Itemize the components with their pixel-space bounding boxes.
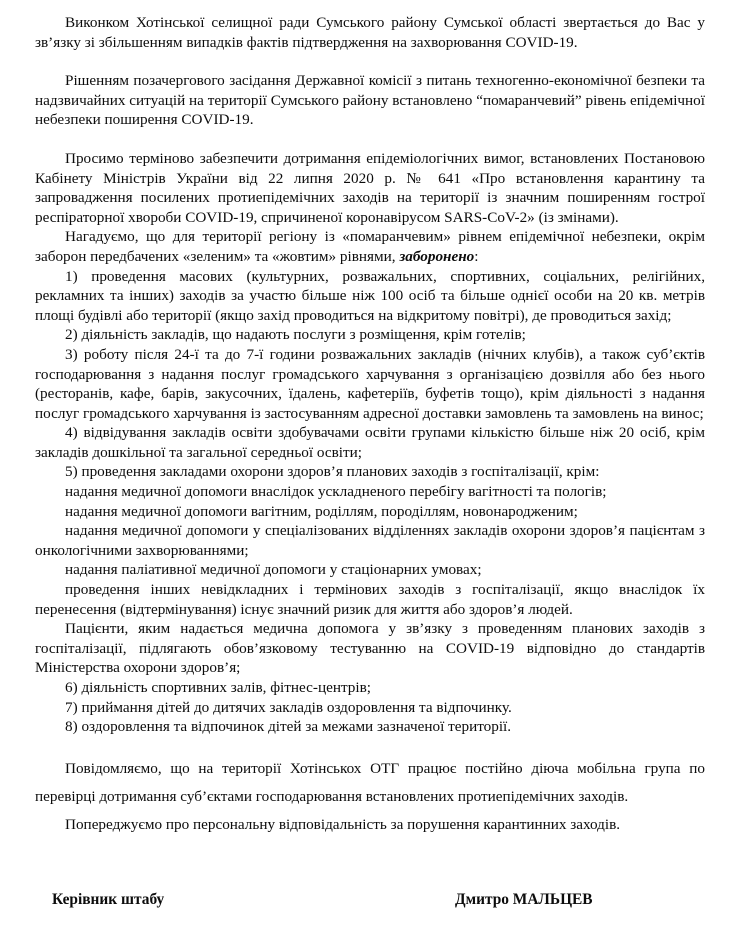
paragraph-warning: Попереджуємо про персональну відповідальність за порушення карантинних заходів. xyxy=(65,815,621,833)
list-item-2: 2) діяльність закладів, що надають послуги з розміщення, крім готелів; xyxy=(65,326,526,344)
list-item-5: 5) проведення закладами охорони здоров’я планових заходів з госпіталізації, крім: xyxy=(65,463,600,481)
list-item-5-sub-d: надання паліативної медичної допомоги у стаціонарних умовах; xyxy=(65,561,482,579)
list-item-5-sub-a: надання медичної допомоги внаслідок ускладненого перебігу вагітності та пологів; xyxy=(65,483,607,501)
list-item-3: 3) роботу після 24-ї та до 7-ї години розважальних закладів (нічних клубів), а також суб’єктів господарювання з надання послуг громадського харчування з організацією дозвілля або без нього (ресторанів, кафе, барів, закусочних, їдалень, кафетеріїв, буфетів тощо), крім діяльності з надання послуг громадського харчування із застосуванням адресної доставки замовлень та замовлень на винос; xyxy=(35,345,705,422)
prohibition-emphasis: заборонено xyxy=(399,247,475,265)
list-item-8: 8) оздоровлення та відпочинок дітей за межами зазначеної території. xyxy=(65,718,512,736)
list-item-5-sub-c: надання медичної допомоги у спеціалізованих відділеннях закладів охорони здоров’я пацієнтам з онкологічними захворюваннями; xyxy=(35,522,705,559)
list-item-1: 1) проведення масових (культурних, розважальних, спортивних, соціальних, релігійних, рекламних та інших) заходів за участю більше ніж 100 осіб та більше однієї особи на 20 кв. метрів площі будівлі або території (якщо захід проводиться на відкритому повітрі), де проводиться захід; xyxy=(35,267,705,324)
list-item-5-sub-e: проведення інших невідкладних і термінових заходів з госпіталізації, якщо внаслідок їх перенесення (відтермінування) існує значний ризик для життя або здоров’я людей. xyxy=(35,581,705,618)
document-body xyxy=(35,13,705,839)
signature-name: Дмитро МАЛЬЦЕВ xyxy=(455,891,593,908)
list-item-6: 6) діяльність спортивних залів, фітнес-центрів; xyxy=(65,679,371,696)
signature-block xyxy=(52,890,692,910)
list-item-5-sub-b: надання медичної допомоги вагітним, роділлям, породіллям, новонародженим; xyxy=(65,502,578,520)
paragraph-commission-decision: Рішенням позачергового засідання Державної комісії з питань техногенно-економічної безпеки та надзвичайних ситуацій на території Сумського району встановлено “помаранчевий” рівень епідемічної небезпеки поширення COVID-19. xyxy=(35,72,705,129)
paragraph-cabinet-resolution: Просимо терміново забезпечити дотримання епідеміологічних вимог, встановлених Постановою Кабінету Міністрів України від 22 липня 2020 р. № 641 «Про встановлення карантину та запровадження посилених протиепідемічних заходів на території із значним поширенням гострої респіраторної хвороби COVID-19, спричиненої коронавірусом SARS-CoV-2» (із змінами). xyxy=(35,149,705,226)
prohibition-lead-colon: : xyxy=(474,247,479,265)
prohibition-lead-text: Нагадуємо, що для території регіону із «помаранчевим» рівнем епідемічної небезпеки, окрім заборон передбачених «зеленим» та «жовтим» рівнями, xyxy=(35,228,705,265)
list-item-7: 7) приймання дітей до дитячих закладів оздоровлення та відпочинку. xyxy=(65,698,512,716)
paragraph-prohibition-lead xyxy=(35,227,705,266)
paragraph-patient-testing: Пацієнти, яким надається медична допомога у зв’язку з проведенням планових заходів з госпіталізації, підлягають обов’язковому тестуванню на COVID-19 відповідно до стандартів Міністерства охорони здоров’я; xyxy=(35,620,705,677)
list-item-4: 4) відвідування закладів освіти здобувачами освіти групами кількістю більше ніж 20 осіб, крім закладів дошкільної та загальної середньої освіти; xyxy=(35,424,705,461)
signature-title: Керівник штабу xyxy=(52,891,165,908)
paragraph-intro: Виконком Хотінської селищної ради Сумського району Сумської області звертається до Вас у зв’язку зі збільшенням випадків фактів підтвердження на захворювання COVID-19. xyxy=(35,14,705,51)
paragraph-mobile-group: Повідомляємо, що на території Хотінськох ОТГ працює постійно діюча мобільна група по перевірці дотримання суб’єктами господарювання встановлених протиепідемічних заходів. xyxy=(35,759,705,805)
